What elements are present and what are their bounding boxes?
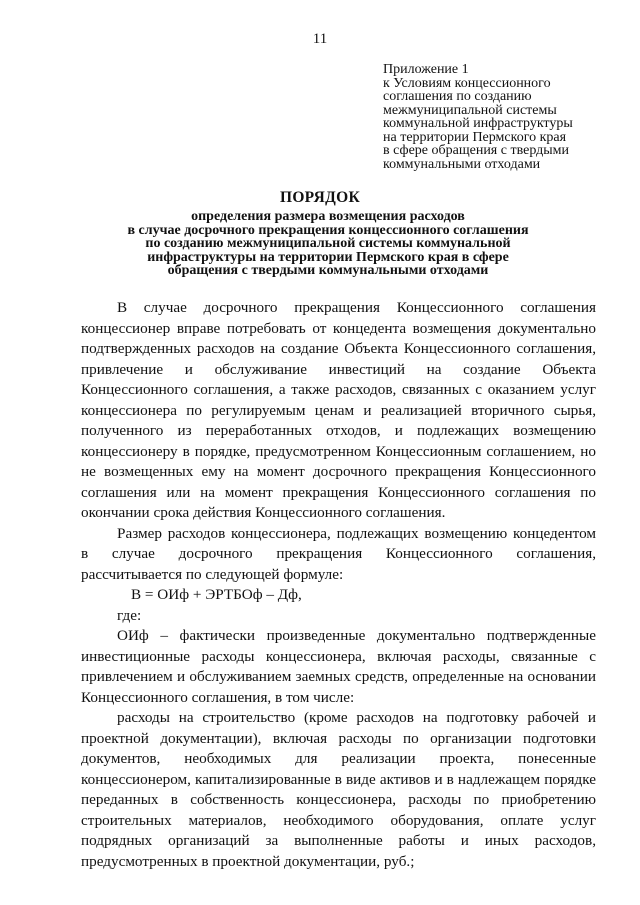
appendix-line: в сфере обращения с твердыми — [383, 143, 570, 158]
document-title: ПОРЯДОК — [279, 189, 361, 206]
appendix-line: к Условиям концессионного — [383, 75, 551, 91]
document-subtitle — [100, 210, 556, 278]
page-number: 11 — [312, 31, 328, 47]
subtitle-line: инфраструктуры на территории Пермского края в сфере — [147, 249, 509, 265]
formula-where: где: — [117, 606, 142, 624]
subtitle-line: в случае досрочного прекращения концессионного соглашения — [127, 222, 529, 238]
appendix-line: коммунальными отходами — [383, 156, 541, 172]
paragraph-construction-costs: расходы на строительство (кроме расходов на подготовку рабочей и проектной документации), включая расходы по организации подготовки документов, необходимых для реализации проекта, понесенные концессионером, капитализированные в виде активов и в надлежащем порядке переданных в собственность концессионера, расходы по приобретению строительных материалов, необходимого оборудования, оплате услуг подрядных организаций за выполненные работы и иных расходов, предусмотренных в проектной документации, руб.; — [81, 709, 596, 870]
subtitle-line: по созданию межмуниципальной системы коммунальной — [145, 236, 511, 251]
subtitle-line: определения размера возмещения расходов — [191, 209, 465, 224]
paragraph-oif-definition: ОИф – фактически произведенные документально подтвержденные инвестиционные расходы концессионера, включая расходы, связанные с привлечением и обслуживанием заемных средств, определенные на основании Концессионного соглашения, в том числе: — [81, 627, 596, 706]
appendix-line: межмуниципальной системы — [383, 102, 557, 118]
appendix-line: коммунальной инфраструктуры — [383, 116, 573, 131]
document-body — [81, 298, 596, 872]
formula: В = ОИф + ЭРТБОф – Дф, — [131, 586, 302, 603]
appendix-line: на территории Пермского края — [383, 129, 567, 145]
paragraph-expense-size: Размер расходов концессионера, подлежащих возмещению концедентом в случае досрочного прекращения Концессионного соглашения, рассчитывается по следующей формуле: — [81, 524, 596, 583]
appendix-line: соглашения по созданию — [383, 89, 532, 104]
appendix-line: Приложение 1 — [383, 62, 469, 77]
paragraph-early-termination: В случае досрочного прекращения Концессионного соглашения концессионер вправе потребовать от концедента возмещения документально подтвержденных расходов на создание Объекта Концессионного соглашения, привлечение и обслуживание инвестиций на создание Объекта Концессионного соглашения, а также расходов, связанных с оказанием услуг концессионера по регулируемым ценам и реализацией вторичного сырья, полученного из переработанных отходов, и подлежащих возмещению концессионеру в порядке, предусмотренном Концессионным соглашением, но не возмещенных ему на момент досрочного прекращения Концессионного соглашения или на момент прекращения Концессионного соглашения по окончании срока действия Концессионного соглашения. — [81, 299, 596, 521]
appendix-note — [383, 63, 623, 171]
subtitle-line: обращения с твердыми коммунальными отходами — [167, 263, 489, 278]
